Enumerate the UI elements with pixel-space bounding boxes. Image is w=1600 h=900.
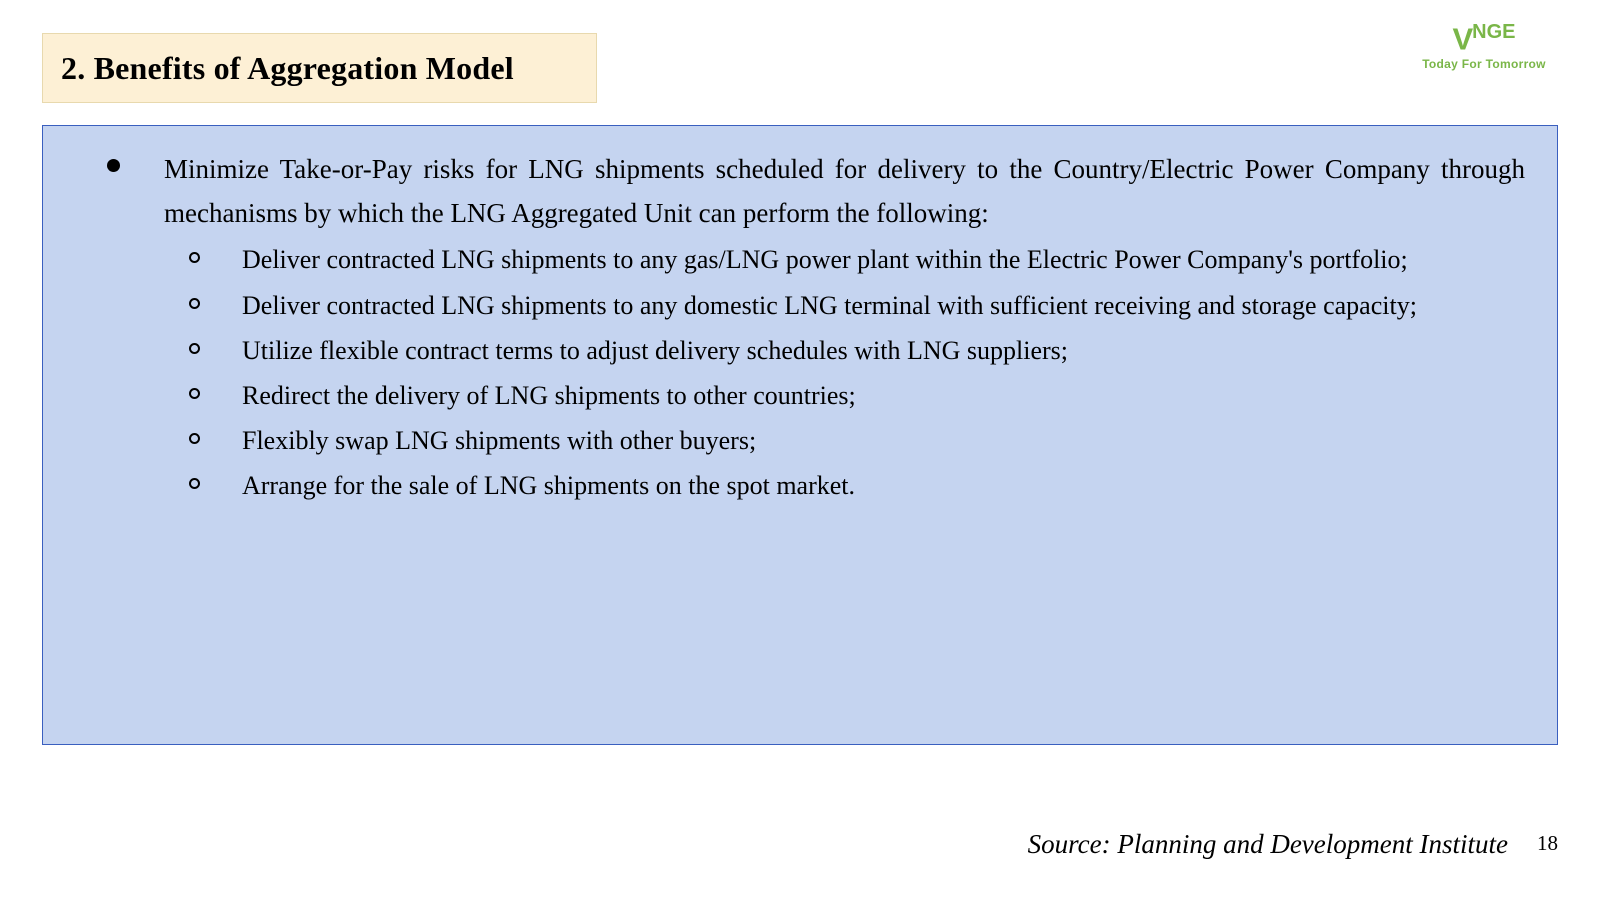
bullet-sub-text: Redirect the delivery of LNG shipments to other countries; bbox=[242, 380, 856, 410]
list-item bbox=[164, 420, 1531, 462]
logo-mark-letter: V bbox=[1452, 21, 1473, 57]
bullet-circle-icon bbox=[189, 478, 200, 489]
bullet-circle-icon bbox=[189, 388, 200, 399]
logo-wordmark bbox=[1452, 21, 1516, 57]
logo-tagline: Today For Tomorrow bbox=[1422, 57, 1546, 72]
list-item bbox=[69, 148, 1531, 507]
list-item bbox=[164, 285, 1531, 327]
bullet-sub-text: Flexibly swap LNG shipments with other buyers; bbox=[242, 425, 757, 455]
list-item bbox=[164, 465, 1531, 507]
list-item bbox=[164, 239, 1531, 281]
bullet-sub-text: Deliver contracted LNG shipments to any gas/LNG power plant within the Electric Power Company's portfolio; bbox=[242, 245, 1408, 275]
bullet-circle-icon bbox=[189, 252, 200, 263]
bullet-main-text: Minimize Take-or-Pay risks for LNG shipments scheduled for delivery to the Country/Electric Power Company through mechanisms by which the LNG Aggregated Unit can perform the following: bbox=[164, 154, 1525, 228]
logo-mark-suffix: NGE bbox=[1472, 21, 1516, 43]
bullet-sub-text: Utilize flexible contract terms to adjust delivery schedules with LNG suppliers; bbox=[242, 335, 1069, 365]
bullet-circle-icon bbox=[189, 433, 200, 444]
bullet-sub-text: Deliver contracted LNG shipments to any domestic LNG terminal with sufficient receiving and storage capacity; bbox=[242, 290, 1417, 320]
bullet-list-level-1 bbox=[69, 148, 1531, 507]
bullet-circle-icon bbox=[189, 298, 200, 309]
list-item bbox=[164, 375, 1531, 417]
bullet-circle-icon bbox=[189, 343, 200, 354]
page-number: 18 bbox=[1537, 831, 1558, 855]
bullet-disc-icon bbox=[107, 159, 120, 172]
slide-title-box bbox=[42, 33, 597, 103]
company-logo bbox=[1404, 22, 1564, 70]
bullet-list-level-2 bbox=[164, 239, 1531, 507]
page-title: 2. Benefits of Aggregation Model bbox=[61, 49, 514, 86]
bullet-sub-text: Arrange for the sale of LNG shipments on the spot market. bbox=[242, 471, 856, 501]
content-panel bbox=[42, 125, 1558, 745]
source-attribution: Source: Planning and Development Institute bbox=[1027, 829, 1508, 859]
list-item bbox=[164, 330, 1531, 372]
